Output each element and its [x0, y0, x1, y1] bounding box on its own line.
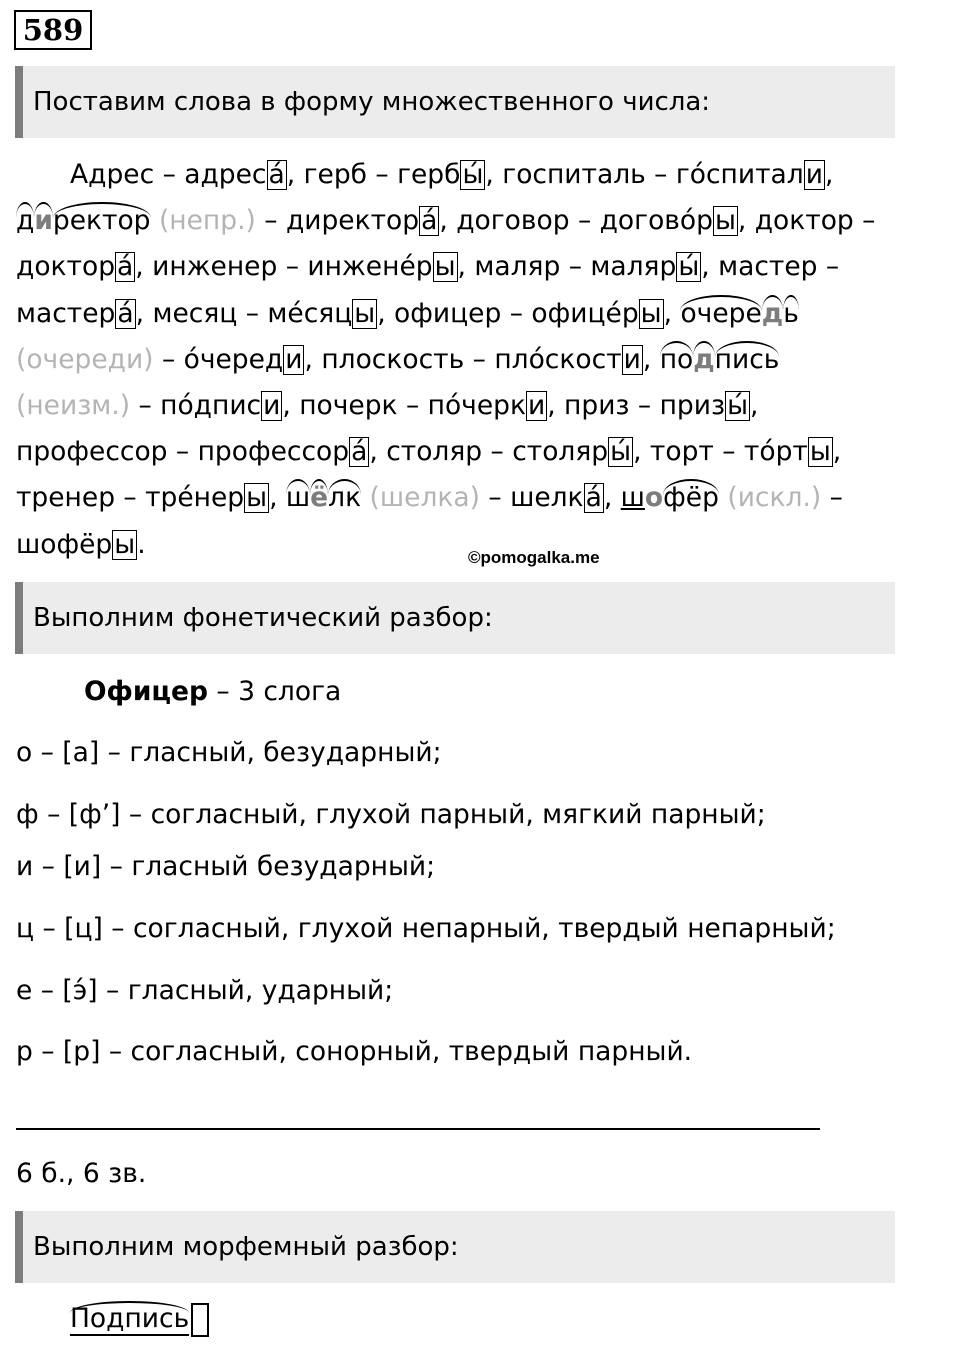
root-marked: по	[660, 341, 694, 375]
section-heading-morphemic: Выполним морфемный разбор:	[15, 1211, 895, 1283]
section-heading-phonetic: Выполним фонетический разбор:	[15, 582, 895, 654]
text-segment: , инженер – инжене́р	[135, 251, 433, 283]
text-segment: , офицер – офице́р	[377, 297, 639, 329]
note-text: (неизм.)	[16, 389, 131, 421]
text-segment: , столяр – столяр	[369, 436, 609, 468]
ending-box: ы́	[678, 251, 700, 283]
ending-box: ы́	[462, 159, 484, 190]
phonetic-row: и – [и] – гласный безударный;	[16, 851, 436, 882]
checked-letter: и	[34, 202, 53, 236]
text-line	[16, 291, 916, 337]
text-segment: ,	[824, 159, 834, 190]
text-segment: ,	[750, 389, 759, 421]
section-heading-plural: Поставим слова в форму множественного числа:	[15, 66, 895, 138]
text-line	[16, 152, 916, 198]
plural-forms-text	[16, 152, 916, 568]
task-number: 589	[14, 10, 92, 50]
ending-box: и	[263, 389, 281, 421]
root-marked: д	[16, 202, 34, 236]
text-segment: .	[137, 528, 146, 560]
text-segment: , торт – то́рт	[633, 436, 808, 468]
phonetic-row: р – [р] – согласный, сонорный, твердый парный.	[16, 1036, 693, 1067]
ending-box: а́	[351, 436, 368, 468]
ending-box: а́	[117, 297, 134, 329]
text-segment: , герб – герб	[286, 159, 461, 190]
phonetic-row: ф – [ф’] – согласный, глухой парный, мягкий парный;	[16, 799, 766, 830]
note-text: (шелка)	[369, 482, 480, 514]
checked-letter: д	[693, 341, 714, 375]
root-marked: фёр	[663, 479, 719, 513]
ending-box: ы	[246, 482, 268, 514]
ending-box: и	[623, 343, 641, 375]
zero-ending-box	[191, 1303, 209, 1337]
ending-box: и	[527, 389, 546, 421]
phonetic-row: о – [а] – гласный, безударный;	[16, 737, 442, 768]
text-line	[16, 198, 916, 244]
ending-box: ы	[354, 297, 376, 329]
text-segment	[361, 482, 369, 513]
watermark: ©pomogalka.me	[468, 548, 600, 567]
checked-letter: д	[762, 295, 783, 329]
checked-letter: о	[644, 482, 664, 514]
text-segment: ш	[620, 482, 645, 514]
text-segment: шофёр	[16, 528, 113, 560]
ending-box: и	[285, 343, 303, 375]
text-segment: ,	[832, 436, 842, 468]
ending-box: ы	[714, 205, 736, 237]
text-segment: – шелк	[479, 482, 584, 514]
text-segment: , договор – догово́р	[439, 205, 713, 237]
text-segment: , почерк – по́черк	[282, 389, 526, 421]
phonetic-row: ц – [ц] – согласный, глухой непарный, твердый непарный;	[16, 913, 836, 944]
root-marked: пись	[715, 341, 780, 375]
text-segment: , плоскость – пло́скост	[304, 343, 622, 375]
text-segment: Адрес – адрес	[70, 159, 267, 190]
note-text: (непр.)	[158, 205, 256, 237]
syllable-count: – 3 слога	[207, 676, 342, 707]
divider	[16, 1128, 820, 1130]
text-segment: ,	[642, 343, 660, 375]
text-line	[16, 383, 916, 429]
checked-letter: ё	[310, 479, 328, 513]
note-text: (искл.)	[727, 482, 822, 514]
phonetic-row: е – [э́] – гласный, ударный;	[16, 975, 394, 1006]
text-segment: , маляр – маляр	[457, 251, 677, 283]
text-segment	[151, 205, 159, 236]
text-segment: доктор	[16, 251, 116, 283]
ending-box: а́	[117, 251, 134, 283]
text-segment: – директор	[255, 205, 420, 237]
text-segment: , госпиталь – го́спитал	[485, 159, 804, 190]
text-segment: тренер – тре́нер	[16, 482, 245, 514]
text-segment: , месяц – ме́сяц	[135, 297, 353, 329]
text-segment: ,	[663, 297, 681, 329]
ending-box: ы	[114, 528, 136, 560]
word-stem: Подпись	[70, 1303, 190, 1334]
phonetic-title	[84, 676, 341, 708]
text-segment: профессор – профессор	[16, 436, 350, 468]
letters-sounds-summary: 6 б., 6 зв.	[16, 1158, 147, 1189]
ending-box: ы	[809, 436, 831, 468]
text-segment: – по́дпис	[130, 389, 262, 421]
ending-box: ы	[434, 251, 456, 283]
root-marked: ь	[783, 295, 799, 329]
root-marked: лк	[328, 479, 361, 513]
ending-box: ы	[640, 297, 662, 329]
ending-box: ы́	[727, 389, 749, 421]
root-marked: ш	[286, 479, 310, 513]
phonetic-word: Офицер	[84, 676, 208, 707]
ending-box: ы́	[610, 436, 632, 468]
text-segment: ,	[269, 482, 286, 514]
text-line	[16, 522, 916, 568]
note-text: (очереди)	[16, 343, 154, 375]
root-marked: очере	[680, 295, 761, 329]
root-marked: ректор	[53, 202, 151, 236]
text-segment: ,	[603, 482, 621, 514]
text-segment: , доктор –	[737, 205, 876, 237]
text-segment: , приз – приз	[547, 389, 726, 421]
ending-box: а́	[268, 159, 285, 190]
text-line	[16, 475, 916, 521]
morphemic-word	[70, 1302, 209, 1337]
text-segment: – о́черед	[153, 343, 284, 375]
text-line	[16, 244, 916, 290]
text-segment: –	[821, 482, 843, 514]
text-segment: , мастер –	[701, 251, 840, 283]
ending-box: а́	[421, 205, 438, 237]
text-line	[16, 429, 916, 475]
text-segment: мастер	[16, 297, 116, 329]
text-line	[16, 337, 916, 383]
ending-box: и	[805, 159, 823, 190]
ending-box: а́	[585, 482, 602, 514]
